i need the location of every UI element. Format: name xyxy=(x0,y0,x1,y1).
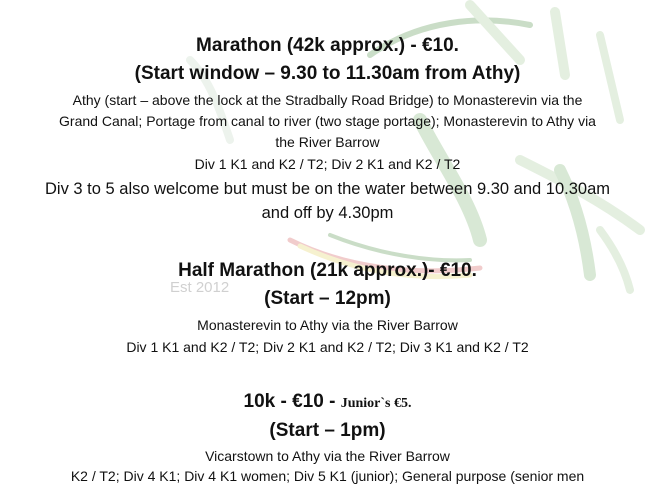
half-marathon-divisions: Div 1 K1 and K2 / T2; Div 2 K1 and K2 / T2; Div 3 K1 and K2 / T2 xyxy=(126,339,529,355)
ten-k-start: (Start – 1pm) xyxy=(269,420,386,441)
ten-k-title: 10k - €10 - xyxy=(243,391,341,412)
half-marathon-start: (Start – 12pm) xyxy=(264,288,391,309)
watermark-est-text: Est 2012 xyxy=(170,279,230,296)
marathon-note-line-2: and off by 4.30pm xyxy=(261,204,394,222)
marathon-title: Marathon (42k approx.) - €10. xyxy=(196,35,459,56)
marathon-note-line-1: Div 3 to 5 also welcome but must be on the water between 9.30 and 10.30am xyxy=(44,180,610,198)
marathon-start-window: (Start window – 9.30 to 11.30am from Athy) xyxy=(134,63,521,84)
half-marathon-title: Half Marathon (21k approx.)- €10. xyxy=(178,260,477,281)
ten-k-route: Vicarstown to Athy via the River Barrow xyxy=(205,448,450,464)
ten-k-junior-note: Junior`s €5. xyxy=(340,396,412,411)
marathon-route-line-1: Athy (start – above the lock at the Stradbally Road Bridge) to Monasterevin via the xyxy=(72,92,583,108)
ten-k-title-row xyxy=(0,390,655,416)
ten-k-divisions: K2 / T2; Div 4 K1; Div 4 K1 women; Div 5 K1 (junior); General purpose (senior men xyxy=(70,468,585,484)
half-marathon-route: Monasterevin to Athy via the River Barrow xyxy=(197,317,458,333)
watermark-stroke-green-low xyxy=(330,235,470,260)
marathon-route-line-2: Grand Canal; Portage from canal to river (two stage portage); Monasterevin to Athy via xyxy=(59,113,596,129)
marathon-route-line-3: the River Barrow xyxy=(275,134,380,150)
marathon-divisions: Div 1 K1 and K2 / T2; Div 2 K1 and K2 / T2 xyxy=(194,156,461,172)
